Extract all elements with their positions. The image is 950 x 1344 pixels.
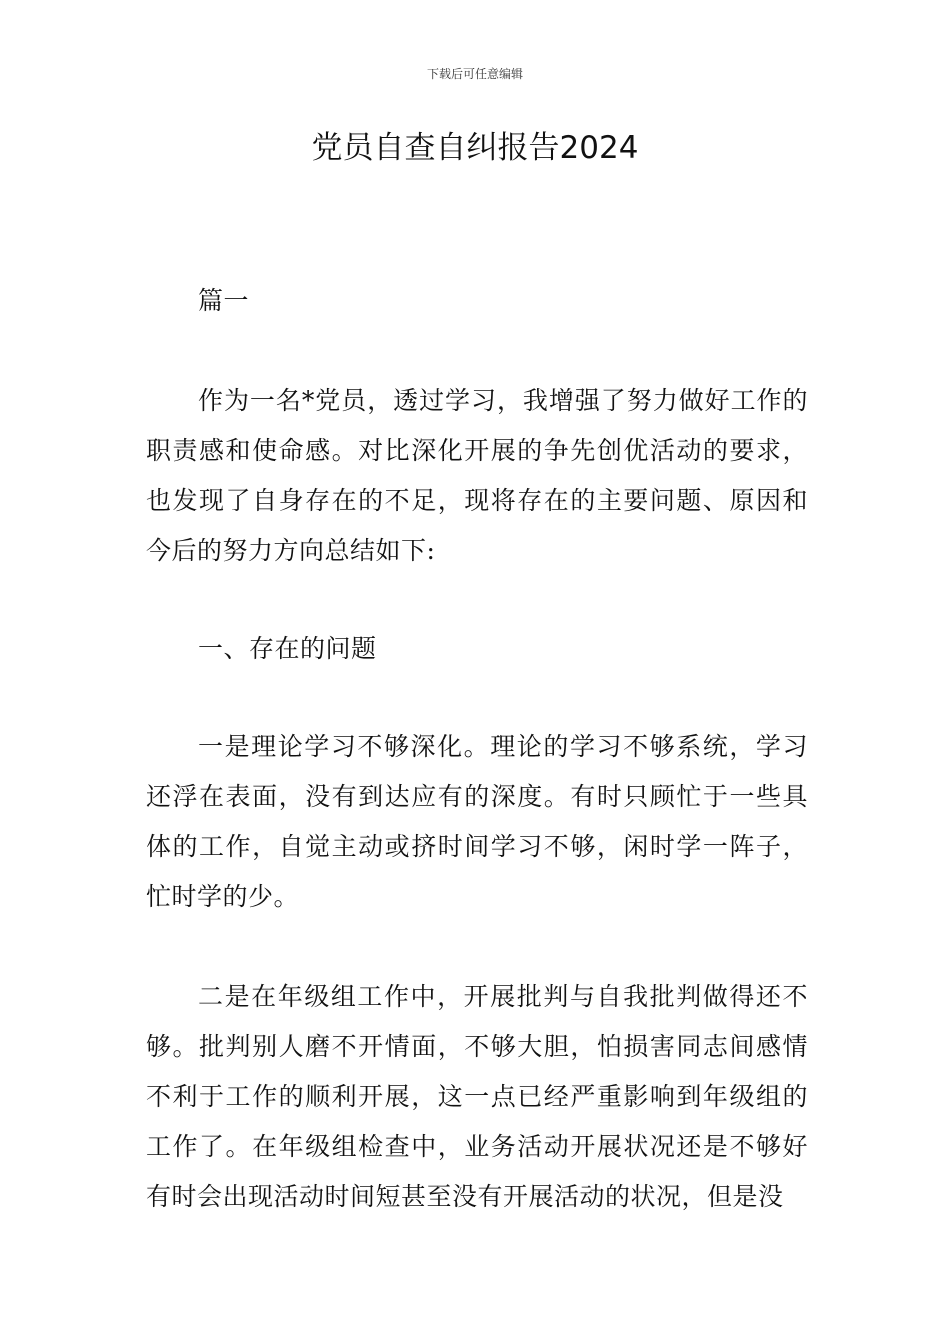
problem-item-1: 一是理论学习不够深化。理论的学习不够系统，学习还浮在表面，没有到达应有的深度。有时只顾忙于一些具体的工作，自觉主动或挤时间学习不够，闲时学一阵子，忙时学的少。 — [146, 732, 808, 911]
problem-item-2: 二是在年级组工作中，开展批判与自我批判做得还不够。批判别人磨不开情面，不够大胆，怕损害同志间感情不利于工作的顺利开展，这一点已经严重影响到年级组的工作了。在年级组检查中，业务活动开展状况还是不够好有时会出现活动时间短甚至没有开展活动的状况，但是没 — [146, 982, 808, 1211]
document-title: 党员自查自纠报告2024 — [311, 130, 639, 166]
section-heading-problems: 一、存在的问题 — [198, 634, 377, 663]
intro-paragraph: 作为一名*党员，透过学习，我增强了努力做好工作的职责感和使命感。对比深化开展的争先创优活动的要求，也发现了自身存在的不足，现将存在的主要问题、原因和今后的努力方向总结如下: — [146, 386, 808, 565]
header-note: 下载后可任意编辑 — [426, 67, 523, 81]
section-label: 篇一 — [198, 286, 250, 315]
